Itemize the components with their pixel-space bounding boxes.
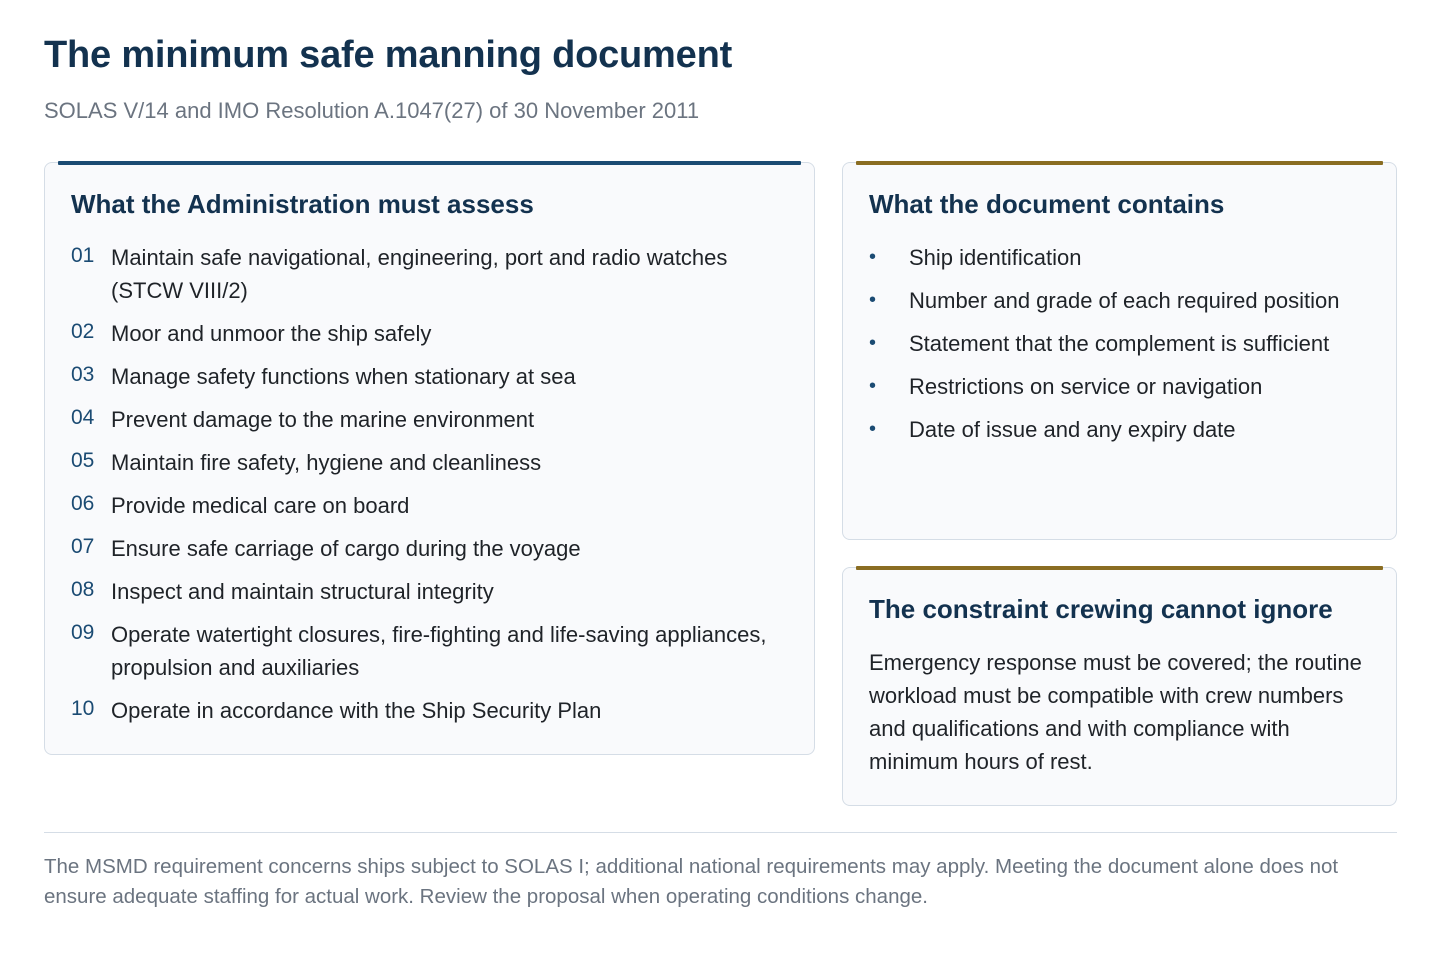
list-item <box>869 370 1366 403</box>
item-number: 07 <box>71 535 95 558</box>
constraint-card-body: Emergency response must be covered; the routine workload must be compatible with crew numbers and qualifications and with compliance with minimum hours of rest. <box>869 650 1362 774</box>
item-number: 10 <box>71 697 95 720</box>
item-number: 02 <box>71 320 95 343</box>
item-number: 05 <box>71 449 95 472</box>
item-text: Ensure safe carriage of cargo during the voyage <box>111 536 581 561</box>
contains-card <box>842 162 1397 540</box>
item-text: Date of issue and any expiry date <box>909 417 1236 442</box>
bullet-icon: • <box>869 418 877 440</box>
item-number: 08 <box>71 578 95 601</box>
item-text: Number and grade of each required position <box>909 288 1340 313</box>
list-item <box>71 618 794 684</box>
item-number: 03 <box>71 363 95 386</box>
item-number: 04 <box>71 406 95 429</box>
item-text: Inspect and maintain structural integrity <box>111 579 494 604</box>
assess-card-heading: What the Administration must assess <box>71 189 534 219</box>
bullet-icon: • <box>869 289 877 311</box>
contains-card-accent-bar <box>856 161 1383 165</box>
item-text: Manage safety functions when stationary at sea <box>111 364 576 389</box>
constraint-card-accent-bar <box>856 566 1383 570</box>
contains-list <box>869 241 1366 456</box>
constraint-card-heading: The constraint crewing cannot ignore <box>869 594 1333 624</box>
item-text: Maintain safe navigational, engineering, port and radio watches (STCW VIII/2) <box>111 245 728 303</box>
list-item <box>869 327 1366 360</box>
list-item <box>869 413 1366 446</box>
assess-card <box>44 162 815 755</box>
assess-card-accent-bar <box>58 161 801 165</box>
list-item <box>71 489 794 522</box>
list-item <box>71 532 794 565</box>
assess-list <box>71 241 794 737</box>
footer-divider <box>44 832 1397 833</box>
list-item <box>869 241 1366 274</box>
page <box>44 0 1397 955</box>
item-text: Statement that the complement is sufficient <box>909 331 1330 356</box>
bullet-icon: • <box>869 375 877 397</box>
item-text: Moor and unmoor the ship safely <box>111 321 432 346</box>
page-title: The minimum safe manning document <box>44 34 733 76</box>
item-text: Provide medical care on board <box>111 493 410 518</box>
item-text: Operate watertight closures, fire-fighting and life-saving appliances, propulsion and auxiliaries <box>111 622 767 680</box>
list-item <box>71 446 794 479</box>
item-text: Prevent damage to the marine environment <box>111 407 535 432</box>
list-item <box>71 575 794 608</box>
bullet-icon: • <box>869 332 877 354</box>
item-text: Ship identification <box>909 245 1082 270</box>
contains-card-heading: What the document contains <box>869 189 1225 219</box>
list-item <box>71 241 794 307</box>
constraint-card <box>842 567 1397 806</box>
list-item <box>869 284 1366 317</box>
list-item <box>71 360 794 393</box>
item-number: 06 <box>71 492 95 515</box>
item-text: Restrictions on service or navigation <box>909 374 1263 399</box>
bullet-icon: • <box>869 246 877 268</box>
item-number: 09 <box>71 621 95 644</box>
footnote: The MSMD requirement concerns ships subject to SOLAS I; additional national requirements may apply. Meeting the document alone does not ensure adequate staffing for actual work. Review the proposal when operating conditions change. <box>44 855 1339 908</box>
list-item <box>71 317 794 350</box>
item-text: Maintain fire safety, hygiene and cleanliness <box>111 450 542 475</box>
item-number: 01 <box>71 244 95 267</box>
list-item <box>71 694 794 727</box>
item-text: Operate in accordance with the Ship Security Plan <box>111 698 602 723</box>
list-item <box>71 403 794 436</box>
page-subtitle: SOLAS V/14 and IMO Resolution A.1047(27) of 30 November 2011 <box>44 98 700 123</box>
